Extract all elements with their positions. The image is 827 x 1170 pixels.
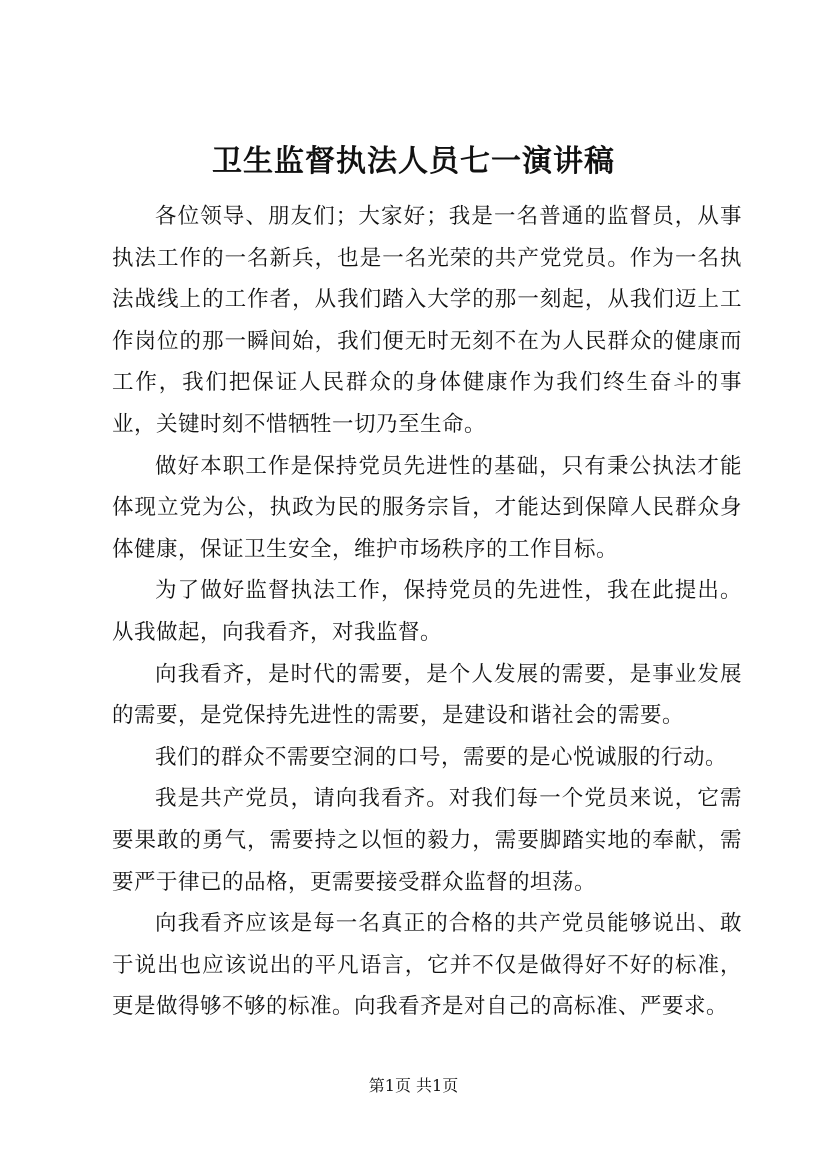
paragraph-2: 做好本职工作是保持党员先进性的基础，只有秉公执法才能体现立党为公，执政为民的服务宗旨，才能达到保障人民群众身体健康，保证卫生安全，维护市场秩序的工作目标。	[112, 453, 742, 562]
paragraph-6: 我是共产党员，请向我看齐。对我们每一个党员来说，它需要果敢的勇气，需要持之以恒的毅力，需要脚踏实地的奉献，需要严于律已的品格，更需要接受群众监督的坦荡。	[112, 786, 742, 895]
paragraph-1: 各位领导、朋友们；大家好；我是一名普通的监督员，从事执法工作的一名新兵，也是一名光荣的共产党党员。作为一名执法战线上的工作者，从我们踏入大学的那一刻起，从我们迈上工作岗位的那一瞬间始，我们便无时无刻不在为人民群众的健康而工作，我们把保证人民群众的身体健康作为我们终生奋斗的事业，关键时刻不惜牺牲一切乃至生命。	[112, 204, 742, 437]
page-number-footer: 第1页 共1页	[368, 1076, 459, 1095]
document-body	[112, 196, 742, 1028]
paragraph-3: 为了做好监督执法工作，保持党员的先进性，我在此提出。从我做起，向我看齐，对我监督。	[112, 578, 742, 645]
paragraph-7: 向我看齐应该是每一名真正的合格的共产党员能够说出、敢于说出也应该说出的平凡语言，它并不仅是做得好不好的标准，更是做得够不够的标准。向我看齐是对自己的高标准、严要求。	[112, 911, 742, 1020]
paragraph-5: 我们的群众不需要空洞的口号，需要的是心悦诚服的行动。	[155, 744, 728, 770]
paragraph-4: 向我看齐，是时代的需要，是个人发展的需要，是事业发展的需要，是党保持先进性的需要，是建设和谐社会的需要。	[112, 661, 742, 729]
document-title: 卫生监督执法人员七一演讲稿	[212, 144, 615, 179]
